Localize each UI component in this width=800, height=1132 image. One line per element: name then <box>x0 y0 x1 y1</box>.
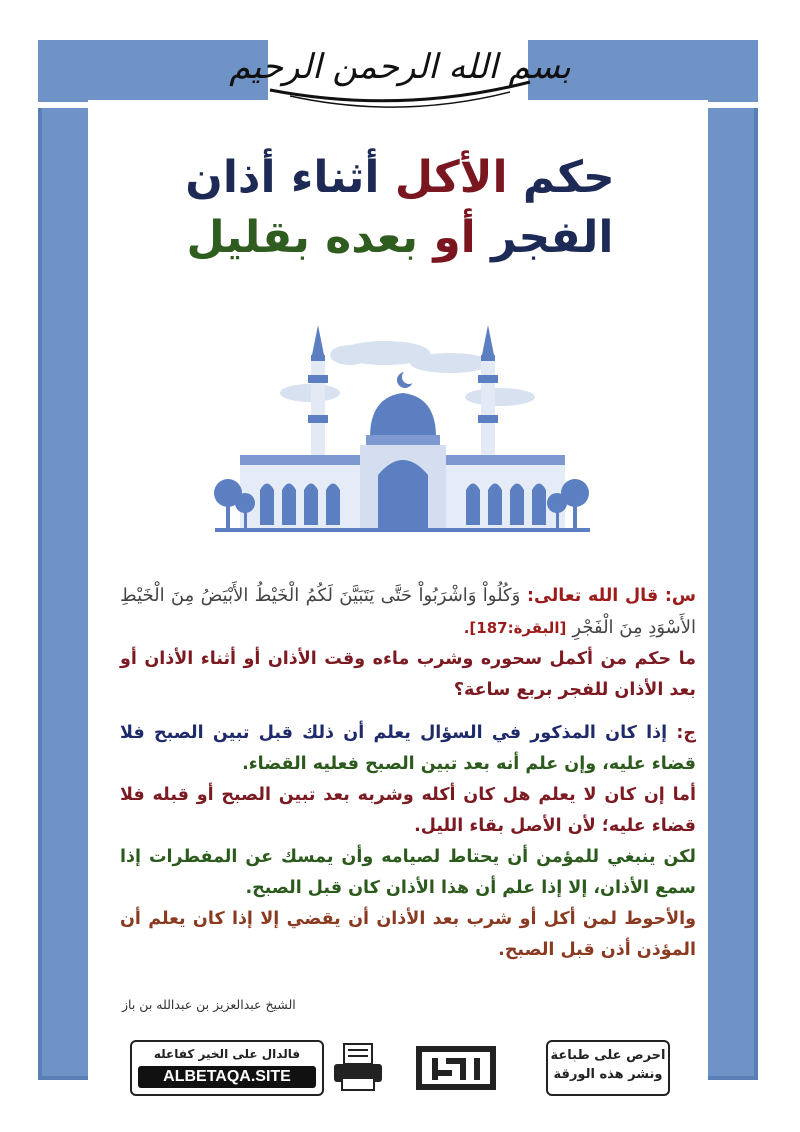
article-body <box>120 580 696 966</box>
answer-label: ج: <box>676 723 696 743</box>
page-title <box>100 148 700 268</box>
verse-reference: [البقرة:187]. <box>463 619 567 637</box>
question-paragraph <box>120 580 696 644</box>
question-label: س: <box>664 586 697 606</box>
answer-paragraph-2: أما إن كان لا يعلم هل كان أكله وشربه بعد تبين الصبح أو قبله فلا قضاء عليه؛ لأن الأصل بقاء الليل. <box>120 785 696 836</box>
print-reminder-box <box>546 1040 670 1096</box>
question-text: ما حكم من أكمل سحوره وشرب ماءه وقت الأذان أو أثناء الأذان أو بعد الأذان للفجر بربع ساعة؟ <box>120 649 696 700</box>
title-word-aw: أو <box>433 212 476 263</box>
author-credit: الشيخ عبدالعزيز بن عبدالله بن باز <box>122 997 296 1012</box>
answer-p1b-text: قضاء عليه، وإن علم أنه بعد تبين الصبح فعليه القضاء. <box>242 754 696 774</box>
main-door <box>378 460 428 530</box>
title-words-athnaa-adhan: أثناء أذان <box>185 152 380 203</box>
title-words-baadahu: بعده بقليل <box>186 212 418 263</box>
site-box <box>130 1040 324 1096</box>
title-line-2 <box>100 208 700 268</box>
answer-paragraph-3: لكن ينبغي للمؤمن أن يحتاط لصيامه وأن يمسك عن المفطرات إذا سمع الأذان، إلا إذا علم أن هذا الأذان كان قبل الصبح. <box>120 847 696 898</box>
basmala-text: بسم الله الرحمن الرحيم <box>229 47 571 87</box>
crescent-icon <box>397 370 416 388</box>
title-word-fajr: الفجر <box>491 212 614 263</box>
site-slogan: فالدال على الخير كفاعله <box>153 1047 301 1061</box>
footer-bar <box>130 1040 670 1098</box>
basmala-calligraphy <box>229 20 571 110</box>
title-word-akl: الأكل <box>394 152 508 203</box>
answer-paragraph-1 <box>120 718 696 780</box>
print-reminder-line-2: ونشر هذه الورقة <box>553 1067 663 1082</box>
main-dome <box>370 393 436 437</box>
mosque-illustration <box>200 315 600 535</box>
quran-intro: قال الله تعالى: <box>526 586 659 606</box>
quran-verse: وَكُلُواْ وَاشْرَبُواْ حَتَّى يَتَبَيَّنَ لَكُمُ الْخَيْطُ الأَبْيَضُ مِنَ الْخَيْطِ الأَسْوَدِ مِنَ الْفَجْرِ <box>120 585 696 638</box>
answer-p1-text: إذا كان المذكور في السؤال يعلم أن ذلك قبل تبين الصبح فلا <box>120 723 668 743</box>
title-word-hukm: حكم <box>522 152 615 203</box>
answer-paragraph-4: والأحوط لمن أكل أو شرب بعد الأذان أن يقضي إلا إذا كان يعلم أن المؤذن أذن قبل الصبح. <box>120 909 696 960</box>
title-line-1 <box>100 148 700 208</box>
print-reminder-line-1: احرص على طباعة <box>550 1048 666 1063</box>
printer-icon <box>330 1042 386 1094</box>
ground-line <box>215 528 590 532</box>
dawah-paper-logo <box>408 1040 504 1096</box>
site-url[interactable]: ALBETAQA.SITE <box>138 1066 316 1088</box>
